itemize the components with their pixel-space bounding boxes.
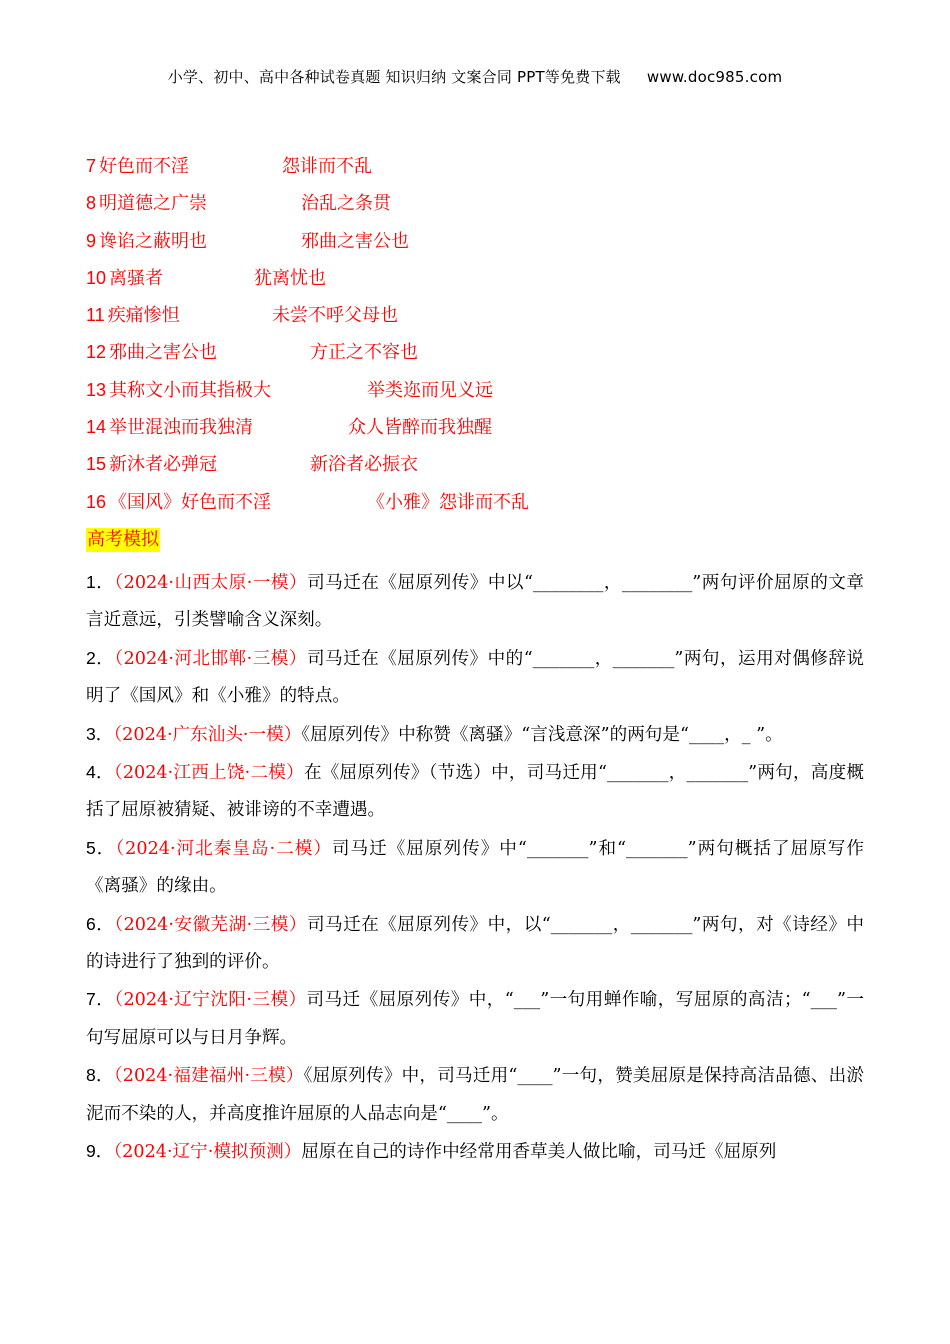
answer-first: 举世混浊而我独清: [109, 417, 254, 439]
answer-number: 10: [86, 267, 107, 288]
question-number: 3．: [86, 723, 114, 744]
answer-number: 13: [86, 379, 107, 400]
question-item: [86, 640, 864, 716]
answer-first: 离骚者: [109, 267, 164, 289]
question-text: 《屈原列传》中称赞《离骚》“言浅意深”的两句是“____，_ ”。: [301, 724, 783, 745]
question-item: [86, 830, 864, 906]
answer-first: 邪曲之害公也: [109, 342, 218, 364]
answer-second: 方正之不容也: [310, 342, 418, 364]
question-item: [86, 1057, 864, 1133]
question-source: （2024·山西太原·一模）: [114, 573, 308, 593]
question-source: （2024·河北邯郸·三模）: [114, 648, 307, 669]
answer-list: [86, 152, 529, 525]
answer-number: 11: [86, 305, 105, 326]
header-text: 小学、初中、高中各种试卷真题 知识归纳 文案合同 PPT等免费下载: [167, 68, 621, 86]
answer-first: 谗谄之蔽明也: [99, 230, 208, 252]
answer-number: 14: [86, 417, 107, 438]
question-text: 司马迁《屈原列传》中“_______”和“_______”两句概括了屈原写作《离骚》的缘由。: [86, 838, 864, 897]
question-source: （2024·广东汕头·一模）: [113, 724, 302, 745]
answer-row: [86, 152, 372, 189]
question-number: 1．: [86, 572, 115, 592]
question-text: 《屈原列传》中，司马迁用“____”一句，赞美屈原是保持高洁品德、出淤泥而不染的人，并高度推许屈原的人品志向是“____”。: [86, 1066, 864, 1124]
answer-first: 好色而不淫: [99, 156, 190, 177]
answer-second: 治乱之条贯: [301, 193, 391, 215]
answer-second: 犹离忧也: [254, 267, 326, 289]
question-list: [86, 564, 864, 1172]
answer-first: 疾痛惨怛: [107, 305, 180, 327]
answer-number: 7: [86, 156, 97, 176]
answer-second: 怨诽而不乱: [282, 156, 372, 177]
question-source: （2024·辽宁·模拟预测）: [113, 1142, 302, 1163]
question-text: 司马迁《屈原列传》中，“___”一句用蝉作喻，写屈原的高洁；“___”一句写屈原可以与日月争辉。: [86, 990, 864, 1048]
question-text: 司马迁在《屈原列传》中的“_______，_______”两句，运用对偶修辞说明了《国风》和《小雅》的特点。: [86, 648, 864, 707]
section-title: 高考模拟: [87, 529, 159, 550]
answer-number: 8: [86, 193, 97, 214]
answer-row: [86, 301, 398, 338]
question-number: 2．: [86, 647, 115, 668]
question-item: [86, 754, 864, 830]
question-text: 在《屈原列传》（节选）中，司马迁用“_______，_______”两句，高度概括了屈原被猜疑、被诽谤的不幸遭遇。: [86, 763, 864, 821]
question-number: 8．: [86, 1065, 114, 1086]
answer-row: [86, 227, 409, 264]
question-number: 5．: [86, 837, 116, 858]
question-item: [86, 1133, 864, 1171]
answer-number: 12: [86, 342, 107, 363]
question-source: （2024·江西上饶·二模）: [113, 763, 304, 784]
question-text: 司马迁在《屈原列传》中，以“_______，_______”两句，对《诗经》中的诗进行了独到的评价。: [86, 914, 864, 973]
question-source: （2024·安徽芜湖·三模）: [114, 914, 307, 935]
answer-first: 其称文小而其指极大: [109, 379, 272, 401]
question-source: （2024·河北秦皇岛·二模）: [115, 838, 332, 859]
answer-second: 邪曲之害公也: [301, 230, 409, 252]
question-text: 屈原在自己的诗作中经常用香草美人做比喻，司马迁《屈原列: [301, 1142, 777, 1163]
question-text: 司马迁在《屈原列传》中以“________，________”两句评价屈原的文章言近意远，引类譬喻含义深刻。: [86, 573, 864, 631]
question-item: [86, 981, 864, 1057]
answer-second: 众人皆醉而我独醒: [348, 417, 492, 439]
question-number: 4．: [86, 762, 114, 783]
answer-row: [86, 488, 529, 525]
question-item: [86, 906, 864, 982]
answer-second: 举类迩而见义远: [367, 379, 493, 401]
answer-number: 16: [86, 491, 107, 512]
answer-row: [86, 189, 391, 226]
answer-first: 明道德之广崇: [99, 193, 208, 215]
question-number: 6．: [86, 913, 115, 934]
page-header: [0, 66, 950, 87]
answer-row: [86, 376, 493, 413]
question-source: （2024·福建福州·三模）: [113, 1066, 304, 1087]
answer-second: 未尝不呼父母也: [272, 305, 398, 327]
question-item: [86, 564, 864, 640]
question-item: [86, 716, 864, 754]
question-number: 9．: [86, 1141, 114, 1162]
question-source: （2024·辽宁沈阳·三模）: [114, 990, 307, 1011]
question-number: 7．: [86, 989, 115, 1010]
answer-second: 《小雅》怨诽而不乱: [367, 491, 529, 513]
header-site: www.doc985.com: [646, 68, 783, 86]
answer-first: 新沐者必弹冠: [109, 454, 218, 476]
answer-number: 9: [86, 230, 97, 251]
answer-row: [86, 450, 418, 487]
answer-first: 《国风》好色而不淫: [109, 491, 272, 513]
answer-row: [86, 338, 418, 375]
answer-row: [86, 264, 326, 301]
answer-row: [86, 413, 492, 450]
answer-number: 15: [86, 454, 107, 475]
answer-second: 新浴者必振衣: [310, 454, 418, 476]
